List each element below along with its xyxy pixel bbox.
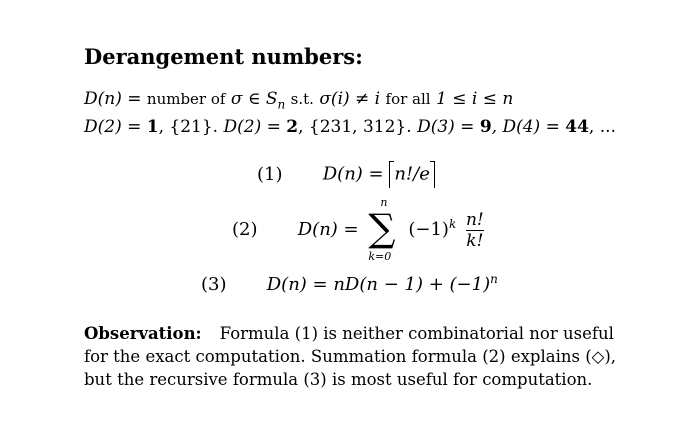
example-d2b-value: 2: [286, 117, 299, 137]
formula-1-rhs: n!/e: [394, 163, 430, 185]
definition-line: [84, 89, 513, 111]
definition-text-1: number of: [146, 90, 226, 108]
example-d3-value: 9: [479, 117, 492, 137]
observation-text: Formula (1) is neither combinatorial nor useful for the exact computation. Summation formula (2) explains (◇), but the recursive formula (3) is most useful for computation.: [84, 324, 617, 389]
formula-1-number: (1): [257, 163, 283, 185]
fraction-denominator: k!: [466, 230, 484, 251]
formula-1: [257, 161, 435, 188]
observation: [84, 322, 624, 391]
page-title: Derangement numbers:: [84, 44, 363, 69]
definition-math-1: σ ∈ S: [230, 89, 278, 109]
formula-3-exponent: n: [490, 272, 498, 286]
floor-bracket-right: [430, 161, 435, 188]
definition-subscript: n: [277, 97, 286, 112]
definition-math-2: σ(i) ≠ i: [319, 89, 381, 109]
example-set-2: , {231, 312}.: [298, 117, 412, 137]
example-d4-value: 44: [565, 117, 589, 137]
definition-text-2: s.t.: [290, 90, 314, 108]
formula-2-number: (2): [232, 219, 258, 240]
example-d2a: D(2) =: [84, 117, 147, 137]
formula-2-term: (−1): [408, 219, 449, 240]
observation-heading: Observation:: [84, 324, 202, 343]
formula-1-lhs: D(n) =: [322, 163, 384, 185]
formula-3-number: (3): [201, 274, 227, 295]
example-ellipsis: , ...: [588, 117, 616, 137]
summation-sign: ∑: [368, 206, 396, 250]
formula-2-lhs: D(n) =: [297, 219, 359, 240]
definition-text-3: for all: [385, 90, 431, 108]
formula-2-exponent: k: [448, 217, 457, 231]
example-d2a-value: 1: [146, 117, 159, 137]
definition-math-3: 1 ≤ i ≤ n: [436, 89, 514, 109]
summation-upper: n: [380, 196, 388, 209]
formula-3: [201, 272, 498, 295]
formula-3-lhs: D(n) =: [266, 274, 328, 295]
examples-line: [84, 117, 616, 137]
summation-lower: k=0: [368, 250, 392, 263]
definition-lhs: D(n) =: [84, 89, 142, 109]
example-set-1: , {21}.: [158, 117, 219, 137]
fraction: [466, 210, 484, 251]
formula-3-rhs: nD(n − 1) + (−1): [333, 274, 491, 295]
example-d2b: D(2) =: [223, 117, 287, 137]
summation: [368, 196, 404, 263]
example-d4: , D(4) =: [491, 117, 566, 137]
example-d3: D(3) =: [417, 117, 480, 137]
fraction-numerator: n!: [465, 209, 484, 230]
formula-2: [232, 196, 488, 270]
